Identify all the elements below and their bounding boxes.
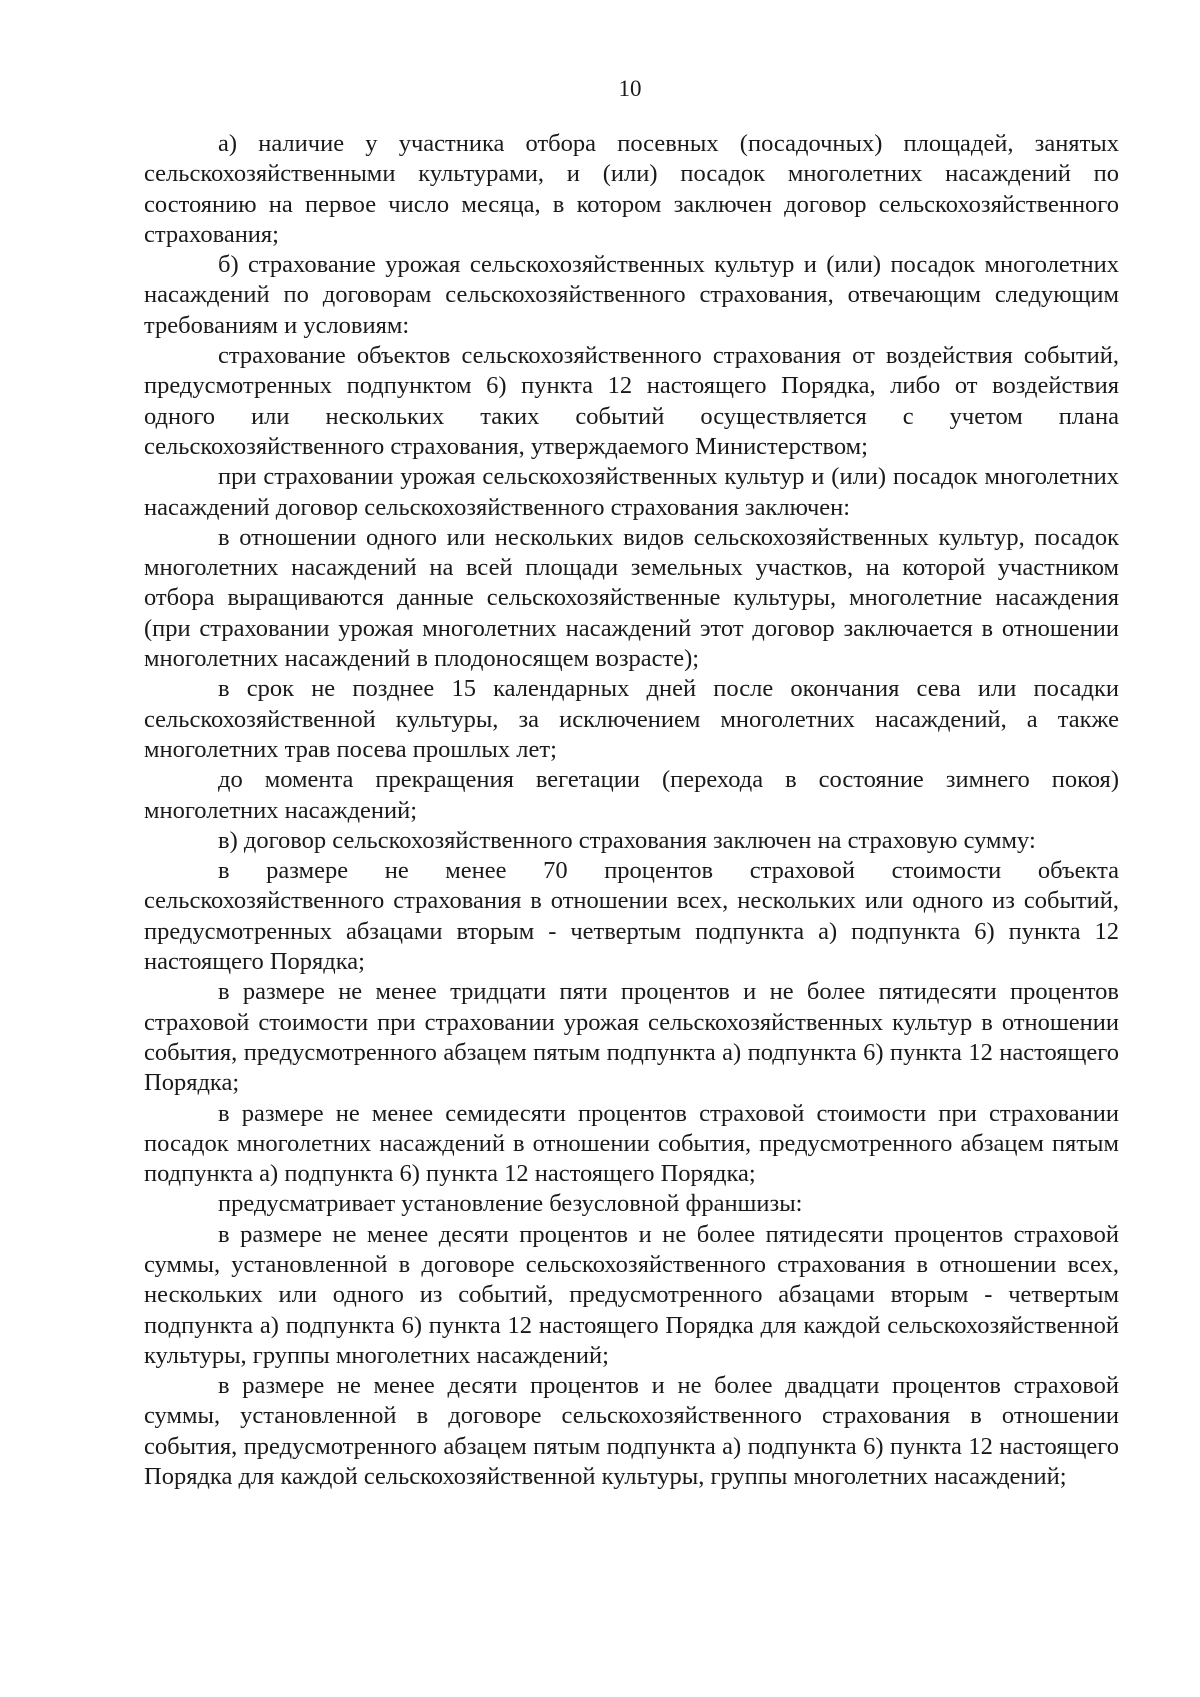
paragraph-franchise-ten-fifty: в размере не менее десяти процентов и не более пятидесяти процентов страховой суммы, установленной в договоре сельскохозяйственного страхования в отношении всех, нескольких или одного из событий, предусмотренного абзацами вторым - четвертым подпункта а) подпункта 6) пункта 12 настоящего Порядка для каждой сельскохозяйственной культуры, группы многолетних насаждений; bbox=[144, 1220, 1119, 1369]
paragraph-franchise: предусматривает установление безусловной франшизы: bbox=[218, 1190, 803, 1218]
paragraph-franchise-ten-twenty: в размере не менее десяти процентов и не более двадцати процентов страховой суммы, установленной в договоре сельскохозяйственного страхования в отношении события, предусмотренного абзацем пятым подпункта а) подпункта 6) пункта 12 настоящего Порядка для каждой сельскохозяйственной культуры, группы многолетних насаждений; bbox=[144, 1372, 1119, 1491]
paragraph-thirty-five-percent: в размере не менее тридцати пяти процентов и не более пятидесяти процентов страховой стоимости при страховании урожая сельскохозяйственных культур в отношении события, предусмотренного абзацем пятым подпункта а) подпункта 6) пункта 12 настоящего Порядка; bbox=[144, 978, 1119, 1097]
paragraph-subitem-v: в) договор сельскохозяйственного страхования заключен на страховую сумму: bbox=[218, 826, 1036, 854]
paragraph-subitem-b: б) страхование урожая сельскохозяйственных культур и (или) посадок многолетних насаждений по договорам сельскохозяйственного страхования, отвечающим следующим требованиям и условиям: bbox=[144, 251, 1119, 339]
page-number: 10 bbox=[618, 76, 642, 101]
paragraph-seventy-percent-plantings: в размере не менее семидесяти процентов страховой стоимости при страховании посадок многолетних насаждений в отношении события, предусмотренного абзацем пятым подпункта а) подпункта 6) пункта 12 настоящего Порядка; bbox=[144, 1099, 1119, 1188]
paragraph-subitem-a: а) наличие у участника отбора посевных (посадочных) площадей, занятых сельскохозяйственными культурами, и (или) посадок многолетних насаждений по состоянию на первое число месяца, в котором заключен договор сельскохозяйственного страхования; bbox=[144, 130, 1119, 248]
paragraph-crop-types: в отношении одного или нескольких видов сельскохозяйственных культур, посадок многолетних насаждений на всей площади земельных участков, на которой участником отбора выращиваются данные сельскохозяйственные культуры, многолетние насаждения (при страховании урожая многолетних насаждений этот договор заключается в отношении многолетних насаждений в плодоносящем возрасте); bbox=[144, 523, 1119, 673]
paragraph-deadline: в срок не позднее 15 календарных дней после окончания сева или посадки сельскохозяйственной культуры, за исключением многолетних насаждений, а также многолетних трав посева прошлых лет; bbox=[144, 675, 1119, 763]
paragraph-vegetation: до момента прекращения вегетации (перехода в состояние зимнего покоя) многолетних насаждений; bbox=[144, 766, 1119, 824]
paragraph-contract-concluded: при страховании урожая сельскохозяйственных культур и (или) посадок многолетних насаждений договор сельскохозяйственного страхования заключен: bbox=[144, 463, 1119, 521]
document-body bbox=[144, 129, 1119, 1492]
paragraph-insurance-objects: страхование объектов сельскохозяйственного страхования от воздействия событий, предусмотренных подпунктом 6) пункта 12 настоящего Порядка, либо от воздействия одного или нескольких таких событий осуществляется с учетом плана сельскохозяйственного страхования, утверждаемого Министерством; bbox=[144, 342, 1119, 460]
paragraph-seventy-percent: в размере не менее 70 процентов страховой стоимости объекта сельскохозяйственного страхования в отношении всех, нескольких или одного из событий, предусмотренных абзацами вторым - четвертым подпункта а) подпункта 6) пункта 12 настоящего Порядка; bbox=[144, 857, 1119, 976]
